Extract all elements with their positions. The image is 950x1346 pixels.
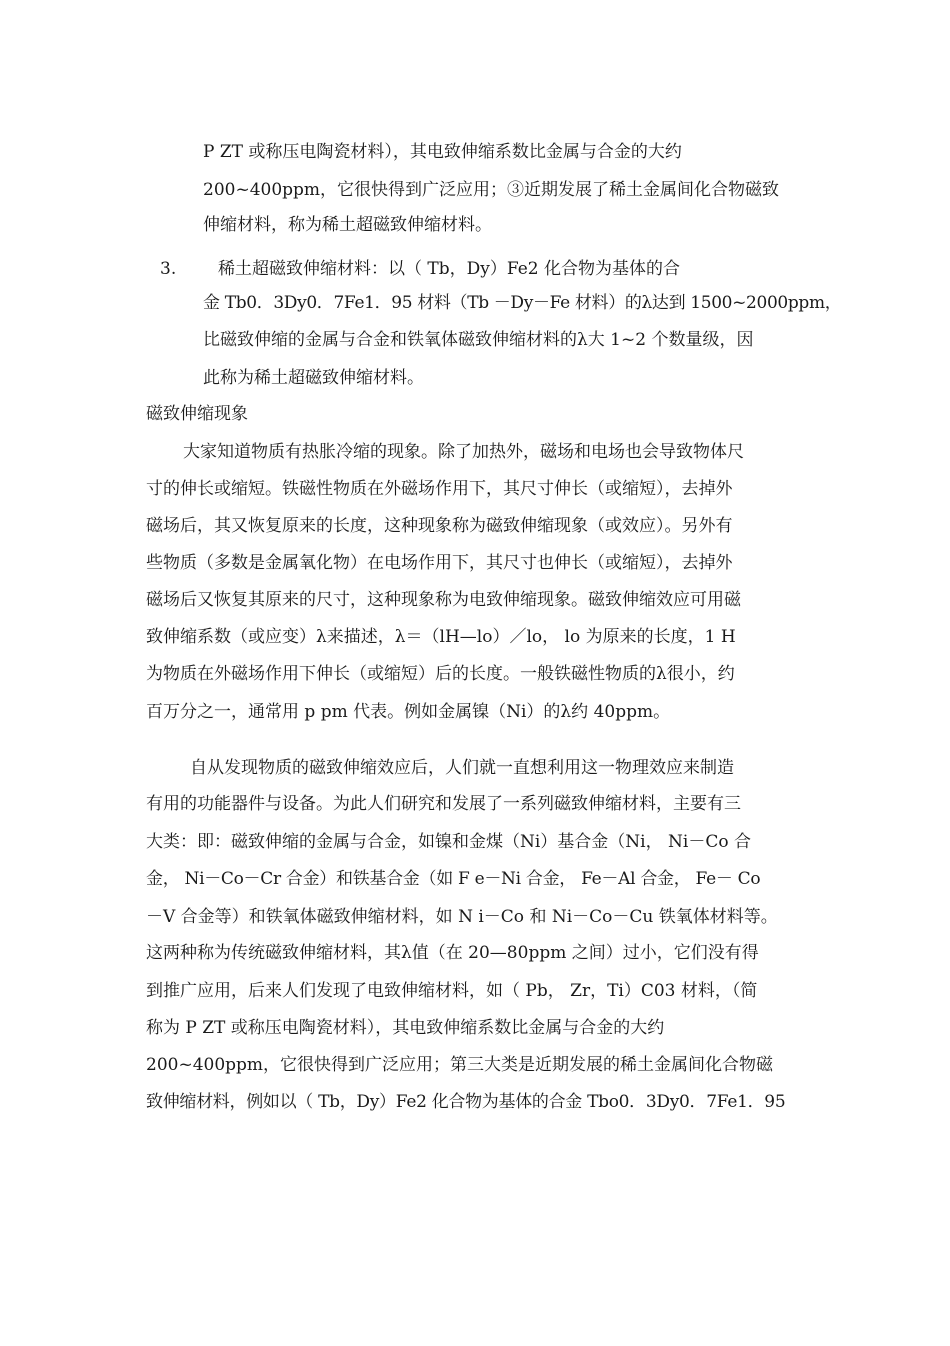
paragraph-line: 致伸缩材料，例如以（ Tb，Dy）Fe2 化合物为基体的合金 Tbo0．3Dy0．7Fe1．95: [146, 1092, 786, 1112]
paragraph-line: 有用的功能器件与设备。为此人们研究和发展了一系列磁致伸缩材料，主要有三: [146, 794, 741, 814]
paragraph-line: 大家知道物质有热胀冷缩的现象。除了加热外，磁场和电场也会导致物体尺: [183, 442, 744, 462]
paragraph-line: 这两种称为传统磁致伸缩材料，其λ值（在 20—80ppm 之间）过小，它们没有得: [146, 943, 759, 963]
section-heading: 磁致伸缩现象: [146, 404, 248, 424]
paragraph-line: 称为 P ZT 或称压电陶瓷材料），其电致伸缩系数比金属与合金的大约: [146, 1018, 665, 1038]
paragraph-line: 磁场后，其又恢复原来的长度，这种现象称为磁致伸缩现象（或效应）。另外有: [146, 516, 733, 536]
paragraph-line: 大类：即：磁致伸缩的金属与合金，如镍和金煤（Ni）基合金（Ni， Ni－Co 合: [146, 832, 751, 852]
paragraph-line: 伸缩材料，称为稀土超磁致伸缩材料。: [203, 215, 492, 235]
paragraph-line: P ZT 或称压电陶瓷材料），其电致伸缩系数比金属与合金的大约: [203, 142, 682, 162]
paragraph-line: 为物质在外磁场作用下伸长（或缩短）后的长度。一般铁磁性物质的λ很小，约: [146, 664, 735, 684]
paragraph-line: 稀土超磁致伸缩材料：以（ Tb，Dy）Fe2 化合物为基体的合: [218, 259, 681, 279]
paragraph-line: 200~400ppm，它很快得到广泛应用；第三大类是近期发展的稀土金属间化合物磁: [146, 1055, 774, 1075]
paragraph-line: 寸的伸长或缩短。铁磁性物质在外磁场作用下，其尺寸伸长（或缩短），去掉外: [146, 479, 733, 499]
paragraph-line: 致伸缩系数（或应变）λ来描述，λ＝（lH—lo）／lo， lo 为原来的长度，1 H: [146, 627, 736, 647]
paragraph-line: 比磁致伸缩的金属与合金和铁氧体磁致伸缩材料的λ大 1~2 个数量级，因: [203, 330, 754, 350]
paragraph-line: 百万分之一，通常用 p pm 代表。例如金属镍（Ni）的λ约 40ppm。: [146, 702, 671, 722]
paragraph-line: 金 Tb0．3Dy0．7Fe1．95 材料（Tb －Dy－Fe 材料）的λ达到 1500~2000ppm，: [203, 293, 842, 313]
paragraph-line: 200~400ppm，它很快得到广泛应用；③近期发展了稀土金属间化合物磁致: [203, 180, 780, 200]
paragraph-line: 金， Ni－Co－Cr 合金）和铁基合金（如 F e－Ni 合金， Fe－Al 合金， Fe－ Co: [146, 869, 761, 889]
paragraph-line: 自从发现物质的磁致伸缩效应后，人们就一直想利用这一物理效应来制造: [190, 758, 734, 778]
paragraph-line: 些物质（多数是金属氧化物）在电场作用下，其尺寸也伸长（或缩短），去掉外: [146, 553, 733, 573]
paragraph-line: 磁场后又恢复其原来的尺寸，这种现象称为电致伸缩现象。磁致伸缩效应可用磁: [146, 590, 741, 610]
paragraph-line: 此称为稀土超磁致伸缩材料。: [203, 368, 424, 388]
list-number: 3.: [160, 259, 177, 279]
paragraph-line: 到推广应用，后来人们发现了电致伸缩材料，如（ Pb， Zr，Ti）C03 材料，（简: [146, 981, 758, 1001]
paragraph-line: －V 合金等）和铁氧体磁致伸缩材料，如 N i－Co 和 Ni－Co－Cu 铁氧体材料等。: [146, 907, 778, 927]
